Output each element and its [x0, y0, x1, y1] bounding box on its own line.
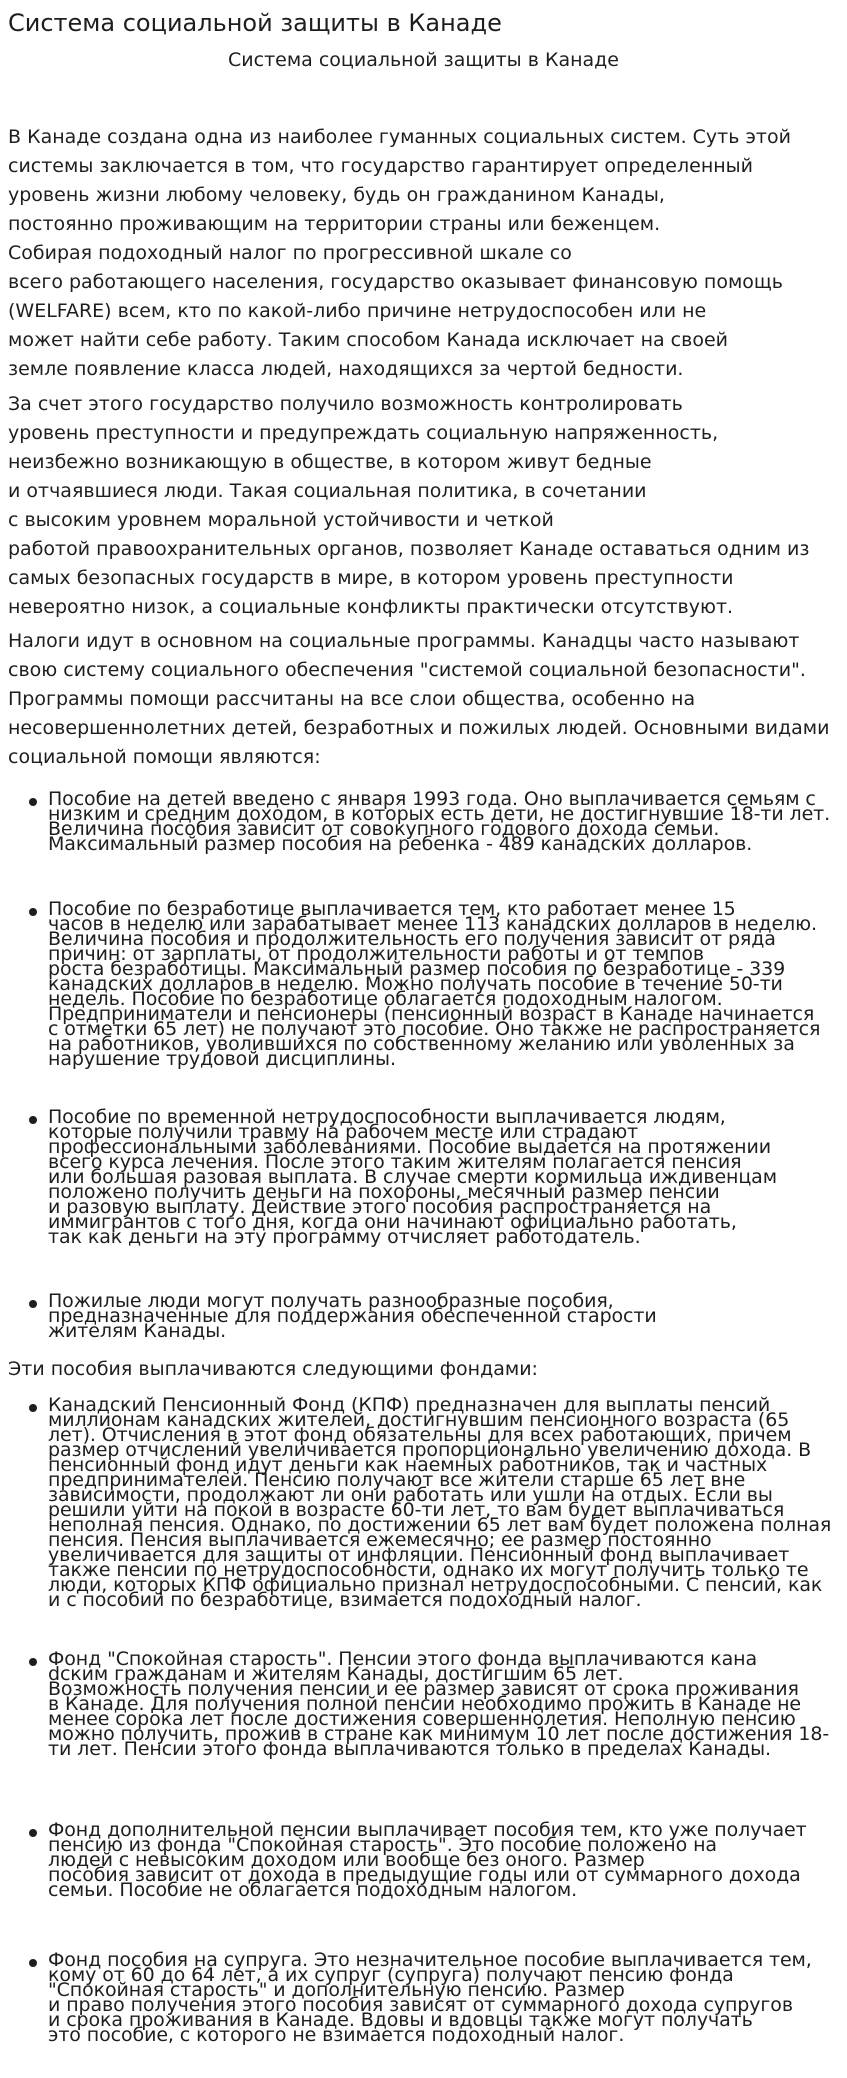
page-title: Система социальной защиты в Канаде [8, 9, 502, 37]
list-item-text: Фонд "Спокойная старость". Пенсии этого фонда выплачиваются кана dским гражданам и жителям Канады, достигшим 65 лет. Возможность получения пенсии и ее размер зависят от срока проживания в Канаде. Для получения полной пенсии необходимо прожить в Канаде не менее сорока лет после достижения совершеннолетия. Неполную пенсию можно получить, прожив в стране как минимум 10 лет после достижения 18- ти лет. Пенсии этого фонда выплачиваются только в пределах Канады. [48, 1648, 830, 1760]
bullet-icon [29, 1300, 37, 1308]
bullet-icon [29, 1829, 37, 1837]
page-subtitle: Система социальной защиты в Канаде [228, 49, 619, 71]
list-item-text: Пожилые люди могут получать разнообразные пособия, предназначенные для поддержания обеспеченной старости жителям Канады. [48, 1290, 657, 1342]
list-item-text: Пособие на детей введено с января 1993 года. Оно выплачивается семьям с низким и средним доходом, в которых есть дети, не достигнувшие 18-ти лет. Величина пособия зависит от совокупного годового дохода семьи. Максимальный размер пособия на ребенка - 489 канадских долларов. [48, 788, 831, 855]
bullet-icon [29, 1404, 37, 1412]
list-item-text: Канадский Пенсионный Фонд (КПФ) предназначен для выплаты пенсий миллионам канадских жителей, достигнувшим пенсионного возраста (65 лет). Отчисления в этот фонд обязательны для всех работающих, причем размер отчислений увеличивается пропорционально увеличению дохода. В пенсионный фонд идут деньги как наемных работников, так и частных предпринимателей. Пенсию получают все жители старше 65 лет вне зависимости, продолжают ли они работать или ушли на отдых. Если вы решили уйти на покой в возрасте 60-ти лет, то вам будет выплачиваться неполная пенсия. Однако, по достижении 65 лет вам будет положена полная пенсия. Пенсия выплачивается ежемесячно; ее размер постоянно увеличивается для защиты от инфляции. Пенсионный фонд выплачивает также пенсии по нетрудоспособности, однако их могут получить только те люди, которых КПФ официально признал нетрудоспособными. С пенсий, как и с пособий по безработице, взимается подоходный налог. [48, 1394, 832, 1611]
list-item-text: Пособие по временной нетрудоспособности выплачивается людям, которые получили травму на рабочем месте или страдают профессиональными заболеваниями. Пособие выдается на протяжении всего курса лечения. После этого таким жителям полагается пенсия или большая разовая выплата. В случае смерти кормильца иждивенцам положено получить деньги на похороны, месячный размер пенсии и разовую выплату. Действие этого пособия распространяется на иммигрантов с того дня, когда они начинают официально работать, так как деньги на эту программу отчисляет работодатель. [48, 1106, 777, 1248]
bullet-icon [29, 798, 37, 806]
list-item-text: Фонд пособия на супруга. Это незначительное пособие выплачивается тем, кому от 60 до 64 лет, а их супруг (супруга) получают пенсию фонда "Спокойная старость" и дополнительную пенсию. Размер и право получения этого пособия зависят от суммарного дохода супругов и срока проживания в Канаде. Вдовы и вдовцы также могут получать это пособие, с которого не взимается подоходный налог. [48, 1949, 812, 2046]
funds-intro-paragraph: Эти пособия выплачиваются следующими фондами: [8, 1358, 538, 1380]
bullet-icon [29, 1658, 37, 1666]
intro-paragraph: В Канаде создана одна из наиболее гуманных социальных систем. Суть этой системы заключается в том, что государство гарантирует определенный уровень жизни любому человеку, будь он гражданином Канады, постоянно проживающим на территории страны или беженцем. Собирая подоходный налог по прогрессивной шкале со всего работающего населения, государство оказывает финансовую помощь (WELFARE) всем, кто по какой-либо причине нетрудоспособен или не может найти себе работу. Таким способом Канада исключает на своей земле появление класса людей, находящихся за чертой бедности. [8, 126, 791, 380]
crime-paragraph: За счет этого государство получило возможность контролировать уровень преступности и предупреждать социальную напряженность, неизбежно возникающую в обществе, в котором живут бедные и отчаявшиеся люди. Такая социальная политика, в сочетании с высоким уровнем моральной устойчивости и четкой работой правоохранительных органов, позволяет Канаде оставаться одним из самых безопасных государств в мире, в котором уровень преступности невероятно низок, а социальные конфликты практически отсутствуют. [8, 393, 810, 618]
taxes-paragraph: Налоги идут в основном на социальные программы. Канадцы часто называют свою систему социального обеспечения "системой социальной безопасности". Программы помощи рассчитаны на все слои общества, особенно на несовершеннолетних детей, безработных и пожилых людей. Основными видами социальной помощи являются: [8, 630, 830, 768]
bullet-icon [29, 1116, 37, 1124]
bullet-icon [29, 1959, 37, 1967]
list-item-text: Фонд дополнительной пенсии выплачивает пособия тем, кто уже получает пенсию из фонда "Спокойная старость". Это пособие положено на людей с невысоким доходом или вообще без оного. Размер пособия зависит от дохода в предыдущие годы или от суммарного дохода семьи. Пособие не облагается подоходным налогом. [48, 1819, 807, 1901]
bullet-icon [29, 908, 37, 916]
list-item-text: Пособие по безработице выплачивается тем, кто работает менее 15 часов в неделю или зарабатывает менее 113 канадских долларов в неделю. Величина пособия и продолжительность его получения зависит от ряда причин: от зарплаты, от продолжительности работы и от темпов роста безработицы. Максимальный размер пособия по безработице - 339 канадских долларов в неделю. Можно получать пособие в течение 50-ти недель. Пособие по безработице облагается подоходным налогом. Предприниматели и пенсионеры (пенсионный возраст в Канаде начинается с отметки 65 лет) не получают это пособие. Оно также не распространяется на работников, уволившихся по собственному желанию или уволенных за нарушение трудовой дисциплины. [48, 898, 821, 1070]
